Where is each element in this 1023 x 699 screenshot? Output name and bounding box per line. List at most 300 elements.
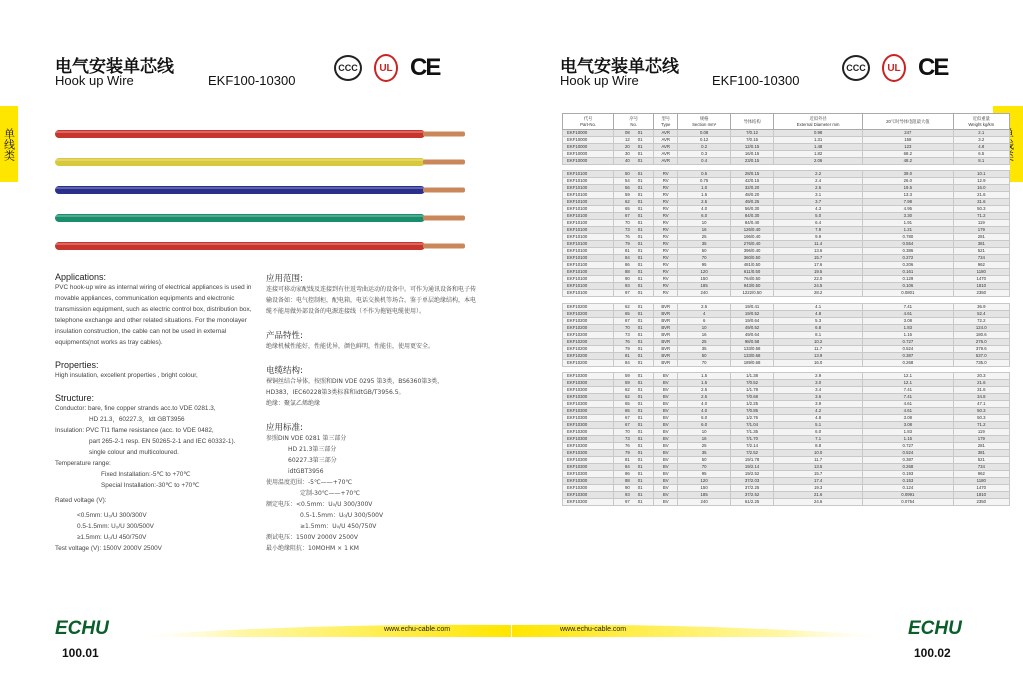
cell-value: 196/0.40 <box>743 234 761 240</box>
cell-value: BV <box>662 414 669 420</box>
cell-value: RV <box>662 171 669 177</box>
table-cell <box>654 393 678 400</box>
cell-value: 13.9 <box>813 352 823 358</box>
table-cell <box>774 352 863 359</box>
ccc-logo: CCC <box>842 55 870 81</box>
table-cell <box>953 234 1009 241</box>
cell-value: 01 <box>637 192 643 198</box>
cell-value: BV <box>662 400 669 406</box>
cell-value: 1.31 <box>813 137 823 142</box>
table-cell <box>863 345 953 352</box>
cell-value: 126/0.40 <box>743 227 761 233</box>
cell-value: 10.2 <box>813 338 823 344</box>
cell-value: RV <box>662 227 669 233</box>
cell-value: BV <box>662 491 669 497</box>
cell-value: EKF10300 <box>567 463 588 469</box>
cell-value: 01 <box>637 137 643 142</box>
table-cell <box>563 262 614 269</box>
cell-value: 5.1 <box>815 421 822 427</box>
cell-value: 120 <box>700 477 708 483</box>
table-cell <box>774 484 863 491</box>
cell-value: BV <box>662 484 669 490</box>
cell-value: BV <box>662 393 669 399</box>
table-cell <box>614 227 654 234</box>
table-cell <box>953 407 1009 414</box>
cell-value: 67 <box>624 317 630 323</box>
table-cell <box>678 137 731 144</box>
cell-value: 7/2.52 <box>746 449 759 455</box>
table-cell <box>654 255 678 262</box>
cell-value: EKF10200 <box>567 338 588 344</box>
cell-value: 01 <box>637 491 643 497</box>
table-cell <box>731 421 774 428</box>
table-cell <box>563 386 614 393</box>
table-cell <box>678 144 731 151</box>
cell-value: 01 <box>637 435 643 441</box>
cell-value: 61/2.25 <box>744 498 760 504</box>
table-cell <box>774 463 863 470</box>
table-row <box>563 407 1010 414</box>
cell-value: 240 <box>700 290 708 296</box>
std-line: ≥1.5mm：U₀/U 450/750V <box>300 523 377 530</box>
table-cell <box>731 283 774 290</box>
table-cell <box>863 220 953 227</box>
cell-value: 735.0 <box>975 359 987 365</box>
table-cell <box>774 227 863 234</box>
header-cn: 20℃时导体电阻最大值 <box>886 118 930 124</box>
table-row <box>563 213 1010 220</box>
cell-value: 81 <box>624 248 630 254</box>
cell-value: 6.0 <box>701 213 708 219</box>
std-line: 定制-30℃——+70℃ <box>300 490 360 497</box>
table-cell <box>731 248 774 255</box>
cell-value: 25 <box>701 338 707 344</box>
cell-value: 79 <box>624 345 630 351</box>
cell-value: 3.08 <box>903 421 913 427</box>
table-cell <box>678 338 731 345</box>
table-cell <box>563 470 614 477</box>
table-cell <box>654 227 678 234</box>
table-cell <box>953 199 1009 206</box>
cell-value: 01 <box>637 442 643 448</box>
cell-value: 2.6 <box>815 185 822 191</box>
table-cell <box>863 449 953 456</box>
table-cell <box>563 317 614 324</box>
cell-value: EKF10300 <box>567 477 588 483</box>
cell-value: 01 <box>637 248 643 254</box>
copper-conductor <box>423 244 465 249</box>
table-cell <box>953 192 1009 199</box>
cell-value: 50 <box>701 456 707 462</box>
table-cell <box>563 206 614 213</box>
table-cell <box>731 192 774 199</box>
cell-value: 22.0 <box>813 276 823 282</box>
cell-value: 01 <box>637 456 643 462</box>
cell-value: 56 <box>624 185 630 191</box>
table-cell <box>863 428 953 435</box>
table-cell <box>863 199 953 206</box>
cell-value: 73 <box>624 331 630 337</box>
cell-value: 0.2 <box>701 144 708 149</box>
cell-value: 40 <box>624 158 630 163</box>
table-cell <box>614 137 654 144</box>
cell-value: 01 <box>637 255 643 261</box>
table-row <box>563 137 1010 144</box>
cell-value: 5.0 <box>815 213 822 219</box>
cell-value: EKF10100 <box>567 276 588 282</box>
table-cell <box>953 400 1009 407</box>
table-cell <box>654 213 678 220</box>
echu-logo: ECHU <box>55 618 109 639</box>
cell-value: 16 <box>701 227 707 233</box>
cell-value: 120 <box>700 269 708 275</box>
structure-line: Special Installation:-30℃ to +70℃ <box>101 482 200 489</box>
table-row <box>563 283 1010 290</box>
cell-value: 25 <box>701 442 707 448</box>
table-row <box>563 192 1010 199</box>
table-cell <box>614 491 654 498</box>
cell-value: 7/0.68 <box>746 393 759 399</box>
range-text: 连接可移动家配线及连接到有往返弯曲运动的设备中。可作为通讯设备和电子传输设备如：电气控制柜，配电箱，电话交换机等场合。鉴于单层绝缘结构，本电缆不能用做外部设备的电源连接线（不作为拖链电缆使用）。 <box>266 286 477 315</box>
table-cell <box>614 414 654 421</box>
cell-value: 6.4 <box>815 220 822 226</box>
table-cell <box>614 303 654 310</box>
table-cell <box>731 255 774 262</box>
cell-value: 01 <box>637 386 643 392</box>
cell-value: EKF10300 <box>567 456 588 462</box>
cell-value: 95 <box>701 262 707 268</box>
table-cell <box>654 338 678 345</box>
cell-value: BVR <box>661 310 671 316</box>
cell-value: EKF10300 <box>567 407 588 413</box>
table-cell <box>678 359 731 366</box>
table-cell <box>953 421 1009 428</box>
table-cell <box>774 151 863 158</box>
table-cell <box>654 331 678 338</box>
cell-value: 13.6 <box>813 248 823 254</box>
cell-value: 7/0.12 <box>746 130 759 135</box>
table-cell <box>953 310 1009 317</box>
ul-logo: UL <box>374 54 398 82</box>
table-cell <box>953 359 1009 366</box>
table-row <box>563 248 1010 255</box>
table-cell <box>774 324 863 331</box>
cell-value: 01 <box>637 317 643 323</box>
cell-value: 0.386 <box>902 248 914 254</box>
table-cell <box>678 491 731 498</box>
table-cell <box>863 393 953 400</box>
table-cell <box>863 227 953 234</box>
cell-value: 01 <box>637 158 643 163</box>
cell-value: 381 <box>977 449 985 455</box>
cell-value: 19/0.41 <box>744 303 760 309</box>
cell-value: 15.7 <box>813 255 823 261</box>
table-cell <box>731 393 774 400</box>
table-cell <box>774 178 863 185</box>
cell-value: 0.08 <box>699 130 709 135</box>
cell-value: 17.6 <box>813 262 823 268</box>
table-cell <box>731 359 774 366</box>
cell-value: 01 <box>637 310 643 316</box>
table-row <box>563 463 1010 470</box>
range-title: 应用范围: <box>266 274 303 284</box>
table-cell <box>863 463 953 470</box>
table-cell <box>654 199 678 206</box>
table-cell <box>774 303 863 310</box>
cell-value: 3.08 <box>903 414 913 420</box>
table-cell <box>863 185 953 192</box>
structure-line: HD 21.3，60227.3，Idt GBT3956 <box>89 416 185 423</box>
table-cell <box>678 331 731 338</box>
cell-value: 35 <box>701 449 707 455</box>
wire-highlight <box>55 131 425 133</box>
table-row <box>563 456 1010 463</box>
cell-value: 1222/0.50 <box>742 290 762 296</box>
table-cell <box>731 144 774 151</box>
table-cell <box>563 372 614 379</box>
cell-value: 276.0 <box>975 338 987 344</box>
cell-value: 133/0.58 <box>743 345 761 351</box>
table-cell <box>654 171 678 178</box>
cell-value: 98/0.58 <box>744 338 760 344</box>
cell-value: EKF10100 <box>567 234 588 240</box>
cell-value: 1810 <box>976 491 987 497</box>
cell-value: 0.554 <box>902 241 914 247</box>
cell-value: 95 <box>701 470 707 476</box>
cell-value: 01 <box>637 199 643 205</box>
table-cell <box>678 449 731 456</box>
cell-value: 0.12 <box>699 137 709 142</box>
cell-value: 4.0 <box>701 407 708 413</box>
cell-value: 0.0991 <box>901 491 915 497</box>
table-cell <box>731 137 774 144</box>
cell-value: 7.41 <box>903 303 913 309</box>
cell-value: 73 <box>624 227 630 233</box>
table-row <box>563 393 1010 400</box>
table-cell <box>953 338 1009 345</box>
table-cell <box>654 276 678 283</box>
cell-value: 0.193 <box>902 470 914 476</box>
table-cell <box>614 290 654 297</box>
cell-value: 65 <box>624 310 630 316</box>
table-cell <box>654 428 678 435</box>
table-cell <box>654 477 678 484</box>
cell-value: 81 <box>624 352 630 358</box>
cell-value: 9.9 <box>815 234 822 240</box>
table-cell <box>774 359 863 366</box>
cell-value: 93 <box>624 491 630 497</box>
table-cell <box>654 220 678 227</box>
table-header-cell <box>953 114 1009 130</box>
cell-value: EKF10000 <box>567 158 588 163</box>
table-cell <box>654 310 678 317</box>
cell-value: 01 <box>637 290 643 296</box>
table-cell <box>863 435 953 442</box>
table-row <box>563 178 1010 185</box>
cell-value: 76 <box>624 442 630 448</box>
table-cell <box>731 151 774 158</box>
table-row <box>563 338 1010 345</box>
ce-logo: CE <box>410 54 440 81</box>
table-cell <box>654 456 678 463</box>
cell-value: EKF10100 <box>567 269 588 275</box>
std-line: 测试电压：1500V 2000V 2500V <box>266 534 358 541</box>
table-cell <box>863 137 953 144</box>
table-cell <box>774 470 863 477</box>
cell-value: 54 <box>624 178 630 184</box>
table-row <box>563 345 1010 352</box>
wire-highlight <box>55 243 425 245</box>
table-cell <box>774 400 863 407</box>
table-cell <box>953 393 1009 400</box>
table-row <box>563 276 1010 283</box>
cell-value: 4.0 <box>701 400 708 406</box>
cell-value: RV <box>662 192 669 198</box>
cell-value: 3.0 <box>815 379 822 385</box>
table-cell <box>563 428 614 435</box>
cell-value: EKF10200 <box>567 331 588 337</box>
cell-value: 01 <box>637 484 643 490</box>
props-title: 产品特性: <box>266 331 303 341</box>
table-cell <box>863 144 953 151</box>
cell-value: 2.1 <box>978 130 985 135</box>
cell-value: 01 <box>637 269 643 275</box>
table-cell <box>563 269 614 276</box>
cell-value: 01 <box>637 379 643 385</box>
cell-value: 281 <box>977 234 985 240</box>
header-en: Section mm² <box>692 121 717 127</box>
table-cell <box>563 144 614 151</box>
cell-value: 31.6 <box>977 199 986 205</box>
cell-value: 88 <box>624 269 630 275</box>
table-cell <box>774 248 863 255</box>
cell-value: EKF10100 <box>567 192 588 198</box>
cell-value: EKF10300 <box>567 428 588 434</box>
table-cell <box>863 206 953 213</box>
table-cell <box>731 324 774 331</box>
cell-value: 5.3 <box>815 317 822 323</box>
table-cell <box>678 248 731 255</box>
table-cell <box>731 386 774 393</box>
cell-value: 01 <box>637 338 643 344</box>
cell-value: AVR <box>661 158 670 163</box>
table-cell <box>774 414 863 421</box>
table-cell <box>614 359 654 366</box>
table-cell <box>863 241 953 248</box>
table-cell <box>563 290 614 297</box>
table-cell <box>678 213 731 220</box>
cell-value: 158 <box>904 137 912 142</box>
cell-value: 20 <box>624 144 630 149</box>
cell-value: 0.3 <box>701 151 708 156</box>
table-cell <box>563 407 614 414</box>
table-cell <box>953 470 1009 477</box>
table-cell <box>678 220 731 227</box>
table-row <box>563 449 1010 456</box>
struct-title: 电缆结构: <box>266 366 303 376</box>
table-cell <box>774 213 863 220</box>
table-cell <box>654 130 678 137</box>
cell-value: BV <box>662 428 669 434</box>
left-page <box>0 0 511 699</box>
cell-value: 2.9 <box>815 372 822 378</box>
cell-value: BV <box>662 463 669 469</box>
table-row <box>563 491 1010 498</box>
cell-value: EKF10100 <box>567 178 588 184</box>
cell-value: 01 <box>637 345 643 351</box>
cell-value: EKF10100 <box>567 283 588 289</box>
ul-logo: UL <box>882 54 906 82</box>
table-cell <box>731 456 774 463</box>
table-cell <box>731 372 774 379</box>
cell-value: 962 <box>977 262 985 268</box>
table-cell <box>678 435 731 442</box>
table-cell <box>563 303 614 310</box>
cell-value: 32/0.20 <box>744 185 760 191</box>
table-cell <box>563 283 614 290</box>
table-cell <box>614 372 654 379</box>
table-cell <box>774 407 863 414</box>
structure-line: Fixed Installation:-5℃ to +70℃ <box>101 471 191 478</box>
table-cell <box>863 283 953 290</box>
cell-value: RV <box>662 199 669 205</box>
cell-value: 4.8 <box>815 310 822 316</box>
header-cn: 型号 <box>661 116 671 121</box>
cell-value: EKF10000 <box>567 137 588 142</box>
table-cell <box>614 255 654 262</box>
table-cell <box>731 338 774 345</box>
cell-value: 84/0.40 <box>744 220 760 226</box>
table-cell <box>614 470 654 477</box>
table-cell <box>953 386 1009 393</box>
cell-value: BV <box>662 456 669 462</box>
table-cell <box>953 477 1009 484</box>
table-row <box>563 498 1010 505</box>
cell-value: 50.3 <box>977 414 986 420</box>
cell-value: 62 <box>624 199 630 205</box>
cell-value: EKF10300 <box>567 491 588 497</box>
cell-value: 1.5 <box>701 192 708 198</box>
cell-value: 84/0.30 <box>744 213 760 219</box>
title-cn: 电气安装单芯线 <box>560 57 679 77</box>
cell-value: BVR <box>661 338 671 344</box>
table-cell <box>678 463 731 470</box>
cell-value: 12.9 <box>977 178 986 184</box>
table-row <box>563 185 1010 192</box>
cell-value: 10.1 <box>977 171 986 177</box>
cell-value: 12/0.15 <box>744 144 760 149</box>
cell-value: 10 <box>701 324 707 330</box>
table-cell <box>614 484 654 491</box>
table-row <box>563 206 1010 213</box>
cell-value: 50 <box>701 248 707 254</box>
wire <box>55 214 465 222</box>
header-cn: 规格 <box>699 116 709 121</box>
cell-value: 12 <box>624 137 630 142</box>
table-cell <box>774 338 863 345</box>
cell-value: 7.9 <box>815 227 822 233</box>
table-cell <box>863 324 953 331</box>
cell-value: 21.6 <box>977 192 986 198</box>
cell-value: 150 <box>700 276 708 282</box>
cell-value: 62 <box>624 393 630 399</box>
cell-value: RV <box>662 241 669 247</box>
cell-value: 37/2.25 <box>744 484 760 490</box>
cell-value: 1180 <box>976 477 986 483</box>
table-cell <box>731 262 774 269</box>
copper-conductor <box>423 188 465 193</box>
cell-value: 150 <box>700 484 708 490</box>
